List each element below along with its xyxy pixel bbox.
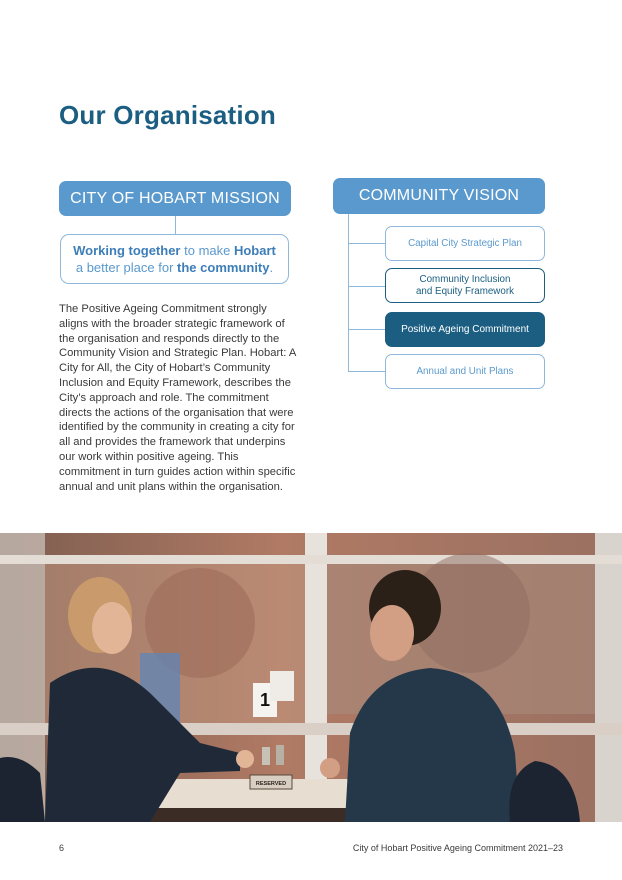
vision-item-positive-ageing-commitment [385, 312, 545, 347]
cafe-photo [0, 533, 622, 822]
vision-item-label: Annual and Unit Plans [416, 365, 514, 377]
footer-document-title: City of Hobart Positive Ageing Commitment 2021–23 [352, 843, 563, 853]
vision-tree-branch [348, 243, 385, 244]
mission-statement-line-1 [73, 242, 276, 259]
vision-item-annual-unit-plans [385, 354, 545, 389]
mission-emphasis-working-together: Working together [73, 243, 181, 258]
vision-tree-branch [348, 371, 385, 372]
vision-item-capital-city-strategic-plan [385, 226, 545, 261]
mission-text-connector: to make [180, 243, 234, 258]
vision-item-community-inclusion-equity-framework [385, 268, 545, 303]
cafe-photo-illustration [0, 533, 622, 822]
vision-item-label [416, 274, 514, 298]
vision-tree-trunk [348, 214, 349, 371]
mission-statement [60, 234, 289, 284]
page-number: 6 [59, 843, 65, 853]
table-number: 1 [259, 690, 271, 710]
page-title: Our Organisation [59, 100, 277, 130]
vision-item-label: Positive Ageing Commitment [401, 323, 529, 335]
mission-header: CITY OF HOBART MISSION [59, 181, 291, 216]
reserved-sign-text: RESERVED [255, 781, 287, 787]
mission-text-better-place: a better place for [75, 260, 178, 275]
mission-connector-line [175, 216, 176, 234]
vision-header: COMMUNITY VISION [333, 178, 545, 214]
mission-text-period: . [269, 260, 274, 275]
vision-tree-branch [348, 329, 385, 330]
mission-emphasis-community: the community [177, 260, 270, 275]
vision-item-label: Capital City Strategic Plan [408, 237, 522, 249]
vision-tree-branch [348, 286, 385, 287]
vision-item-label-line-1: Community Inclusion [419, 273, 511, 285]
vision-item-label-line-2: and Equity Framework [415, 285, 514, 297]
mission-statement-line-2 [76, 259, 273, 276]
body-paragraph: The Positive Ageing Commitment strongly aligns with the broader strategic framework of the organisation and responds directly to the Community Vision and Strategic Plan. Hobart: A City for All, the City of Hobart’s Community Inclusion and Equity Framework, describes the City’s approach and role. The commitment directs the actions of the organisation that were identified by the community in creating a city for all and provides the framework that underpins our work within positive ageing. This commitment in turn guides action within specific annual and unit plans within the organisation. [59, 303, 296, 493]
mission-emphasis-hobart: Hobart [233, 243, 276, 258]
